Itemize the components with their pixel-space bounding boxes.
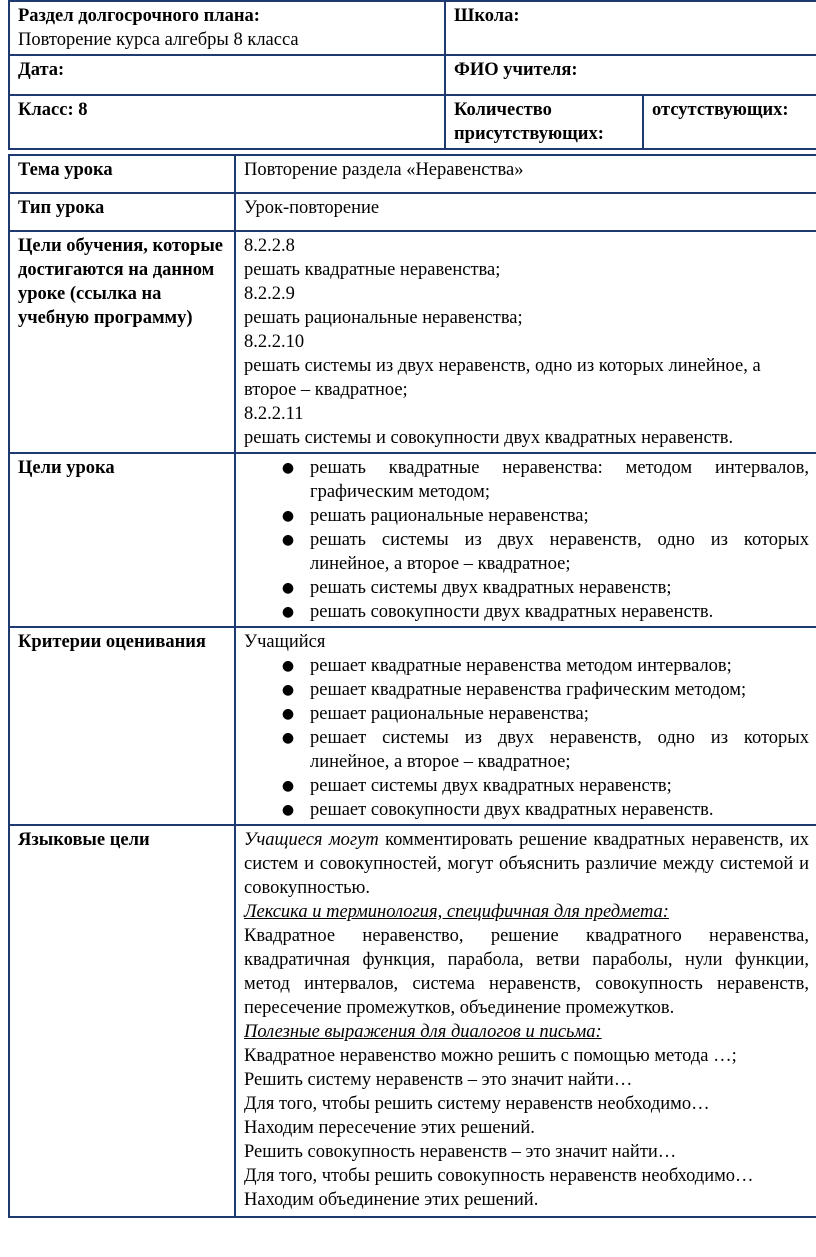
criteria-list (244, 654, 809, 822)
learning-cell (235, 231, 816, 453)
list-item: ● решать системы двух квадратных неравенств; (310, 576, 809, 600)
learning-line: 8.2.2.11 (244, 404, 304, 424)
learning-line: решать системы из двух неравенств, одно из которых линейное, а второе – квадратное; (244, 356, 761, 400)
phrase-line: Квадратное неравенство можно решить с помощью метода …; (244, 1046, 737, 1066)
learning-line: 8.2.2.10 (244, 332, 305, 352)
topic-label: Тема урока (9, 155, 235, 193)
section-label: Раздел долгосрочного плана: (18, 6, 260, 26)
learning-line: 8.2.2.9 (244, 284, 295, 304)
absent-label: отсутствующих: (643, 95, 816, 149)
language-intro (244, 828, 809, 900)
class-label: Класс: 8 (9, 95, 445, 149)
goals-list (244, 456, 809, 624)
vocab-text: Квадратное неравенство, решение квадратного неравенства, квадратичная функция, парабола, ветви параболы, нули функции, метод интервалов, система неравенств, совокупность неравенств, пересечение промежутков, объединение промежутков. (244, 926, 809, 1018)
list-item: ● решать совокупности двух квадратных неравенств. (310, 600, 809, 624)
list-item: ● решает системы двух квадратных неравенств; (310, 774, 809, 798)
type-value: Урок-повторение (235, 193, 816, 231)
learning-label: Цели обучения, которые достигаются на данном уроке (ссылка на учебную программу) (9, 231, 235, 453)
language-label: Языковые цели (9, 825, 235, 1217)
bullet-dot-icon: ● (281, 682, 295, 698)
phrase-line: Находим пересечение этих решений. (244, 1118, 535, 1138)
list-item: ● решать квадратные неравенства: методом интервалов, графическим методом; (310, 456, 809, 504)
goals-cell (235, 453, 816, 627)
phrase-line: Для того, чтобы решить совокупность неравенств необходимо… (244, 1166, 754, 1186)
language-cell (235, 825, 816, 1217)
header-table (8, 0, 816, 150)
topic-value: Повторение раздела «Неравенства» (235, 155, 816, 193)
phrases-heading: Полезные выражения для диалогов и письма: (244, 1022, 602, 1042)
list-item: ● решает квадратные неравенства графическим методом; (310, 678, 809, 702)
list-item: ● решать системы из двух неравенств, одно из которых линейное, а второе – квадратное; (310, 528, 809, 576)
phrase-line: Для того, чтобы решить систему неравенств необходимо… (244, 1094, 710, 1114)
lesson-table (8, 154, 816, 1218)
language-intro-italic: Учащиеся могут (244, 830, 379, 850)
school-label: Школа: (445, 1, 816, 55)
section-cell (9, 1, 445, 55)
bullet-dot-icon: ● (281, 532, 295, 548)
phrase-line: Решить совокупность неравенств – это значит найти… (244, 1142, 677, 1162)
present-label: Количество присутствующих: (445, 95, 643, 149)
goals-row (9, 453, 816, 627)
lesson-plan-page (8, 0, 816, 1218)
language-intro-rest: комментировать решение квадратных неравенств, их систем и совокупностей, могут объяснить различие между системой и совокупностью. (244, 830, 809, 898)
bullet-dot-icon: ● (281, 460, 295, 476)
bullet-dot-icon: ● (281, 802, 295, 818)
learning-line: решать квадратные неравенства; (244, 260, 501, 280)
type-row (9, 193, 816, 231)
phrase-line: Решить систему неравенств – это значит найти… (244, 1070, 633, 1090)
phrase-line: Находим объединение этих решений. (244, 1190, 539, 1210)
criteria-intro: Учащийся (244, 632, 326, 652)
learning-line: решать системы и совокупности двух квадратных неравенств. (244, 428, 734, 448)
teacher-label: ФИО учителя: (445, 55, 816, 95)
type-label: Тип урока (9, 193, 235, 231)
language-row (9, 825, 816, 1217)
list-item: ● решает рациональные неравенства; (310, 702, 809, 726)
learning-line: 8.2.2.8 (244, 236, 295, 256)
section-value: Повторение курса алгебры 8 класса (18, 30, 299, 50)
bullet-dot-icon: ● (281, 778, 295, 794)
learning-row (9, 231, 816, 453)
criteria-cell (235, 627, 816, 825)
bullet-dot-icon: ● (281, 706, 295, 722)
bullet-dot-icon: ● (281, 604, 295, 620)
criteria-label: Критерии оценивания (9, 627, 235, 825)
criteria-row (9, 627, 816, 825)
topic-row (9, 155, 816, 193)
bullet-dot-icon: ● (281, 730, 295, 746)
bullet-dot-icon: ● (281, 580, 295, 596)
learning-line: решать рациональные неравенства; (244, 308, 523, 328)
list-item: ● решает системы из двух неравенств, одно из которых линейное, а второе – квадратное; (310, 726, 809, 774)
list-item: ● решает квадратные неравенства методом интервалов; (310, 654, 809, 678)
bullet-dot-icon: ● (281, 658, 295, 674)
date-label: Дата: (9, 55, 445, 95)
goals-label: Цели урока (9, 453, 235, 627)
list-item: ● решать рациональные неравенства; (310, 504, 809, 528)
list-item: ● решает совокупности двух квадратных неравенств. (310, 798, 809, 822)
vocab-heading: Лексика и терминология, специфичная для предмета: (244, 902, 669, 922)
bullet-dot-icon: ● (281, 508, 295, 524)
